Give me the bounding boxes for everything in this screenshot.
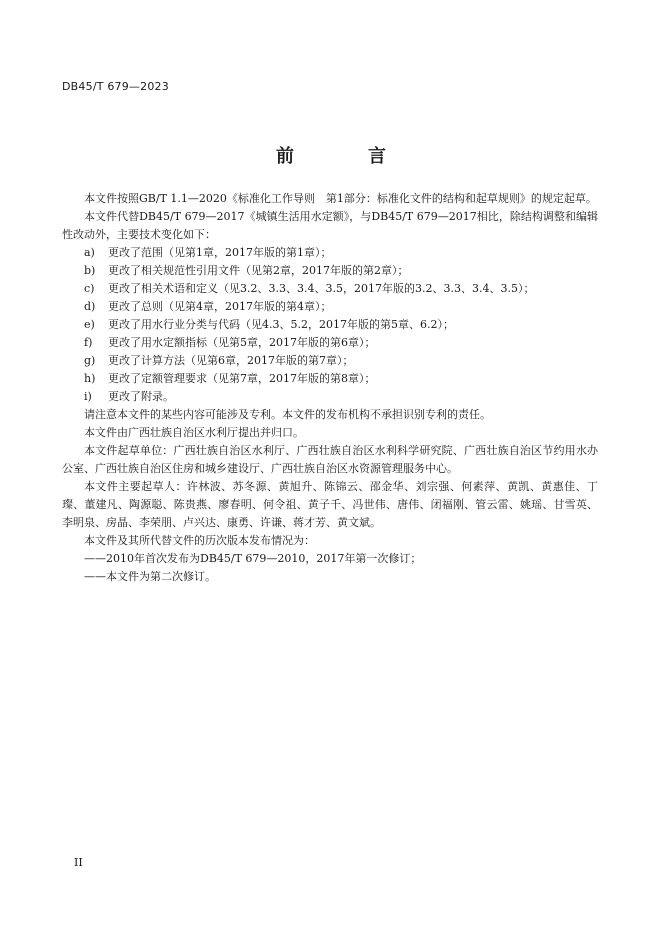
list-text: 更改了相关规范性引用文件（见第2章，2017年版的第2章）；	[108, 264, 409, 277]
list-marker: c)	[84, 282, 95, 295]
list-item	[62, 280, 598, 298]
list-marker: b)	[84, 264, 96, 277]
list-item	[62, 298, 598, 316]
paragraph-drafters: 本文件主要起草人：许林波、苏冬源、黄旭升、陈锦云、邵金华、刘宗强、何素萍、黄凯、黄惠佳、丁璨、董建凡、陶源聪、陈贵燕、廖春明、何令祖、黄子千、冯世伟、唐伟、闭福刚、管云雷、姚瑶、甘雪英、李明泉、房晶、李荣朋、卢兴达、康勇、许谦、蒋才芳、黄文斌。	[62, 480, 598, 529]
list-item	[62, 262, 598, 280]
list-marker: f)	[84, 336, 93, 349]
list-item	[62, 334, 598, 352]
paragraph-proposer: 本文件由广西壮族自治区水利厅提出并归口。	[84, 426, 304, 439]
paragraph-patent-notice: 请注意本文件的某些内容可能涉及专利。本文件的发布机构不承担识别专利的责任。	[84, 408, 491, 421]
list-item	[62, 352, 598, 370]
list-text: 更改了总则（见第4章，2017年版的第4章）；	[108, 300, 332, 313]
list-text: 更改了用水定额指标（见第5章，2017年版的第6章）；	[108, 336, 376, 349]
list-marker: i)	[84, 390, 92, 403]
list-item	[62, 388, 598, 406]
page-title: 前 言	[276, 146, 414, 167]
list-text: 更改了相关术语和定义（见3.2、3.3、3.4、3.5，2017年版的3.2、3.3、3.4、3.5）；	[108, 282, 535, 295]
paragraph-drafting-units: 本文件起草单位：广西壮族自治区水利厅、广西壮族自治区水利科学研究院、广西壮族自治区节约用水办公室、广西壮族自治区住房和城乡建设厅、广西壮族自治区水资源管理服务中心。	[62, 444, 598, 475]
paragraph-history-intro: 本文件及其所代替文件的历次版本发布情况为：	[84, 534, 315, 547]
list-text: 更改了定额管理要求（见第7章，2017年版的第8章）；	[108, 372, 376, 385]
list-marker: h)	[84, 372, 96, 385]
changes-list	[62, 244, 598, 406]
document-code: DB45/T 679—2023	[62, 80, 169, 93]
list-marker: e)	[84, 318, 95, 331]
history-item: ——本文件为第二次修订。	[84, 570, 216, 583]
paragraph-drafting-rules: 本文件按照GB/T 1.1—2020《标准化工作导则 第1部分：标准化文件的结构和起草规则》的规定起草。	[84, 192, 597, 205]
history-item: ——2010年首次发布为DB45/T 679—2010，2017年第一次修订；	[84, 552, 422, 565]
list-marker: a)	[84, 246, 95, 259]
list-text: 更改了用水行业分类与代码（见4.3、5.2，2017年版的第5章、6.2）；	[108, 318, 454, 331]
list-text: 更改了范围（见第1章，2017年版的第1章）；	[108, 246, 332, 259]
list-item	[62, 316, 598, 334]
paragraph-replacement: 本文件代替DB45/T 679—2017《城镇生活用水定额》，与DB45/T 679—2017相比，除结构调整和编辑性改动外，主要技术变化如下：	[62, 210, 598, 241]
foreword-body	[62, 190, 598, 586]
list-marker: g)	[84, 354, 96, 367]
history-list	[62, 550, 598, 586]
list-item	[62, 244, 598, 262]
list-marker: d)	[84, 300, 96, 313]
list-text: 更改了计算方法（见第6章，2017年版的第7章）；	[108, 354, 354, 367]
list-text: 更改了附录。	[108, 390, 174, 403]
page-number: II	[74, 856, 83, 869]
list-item	[62, 370, 598, 388]
